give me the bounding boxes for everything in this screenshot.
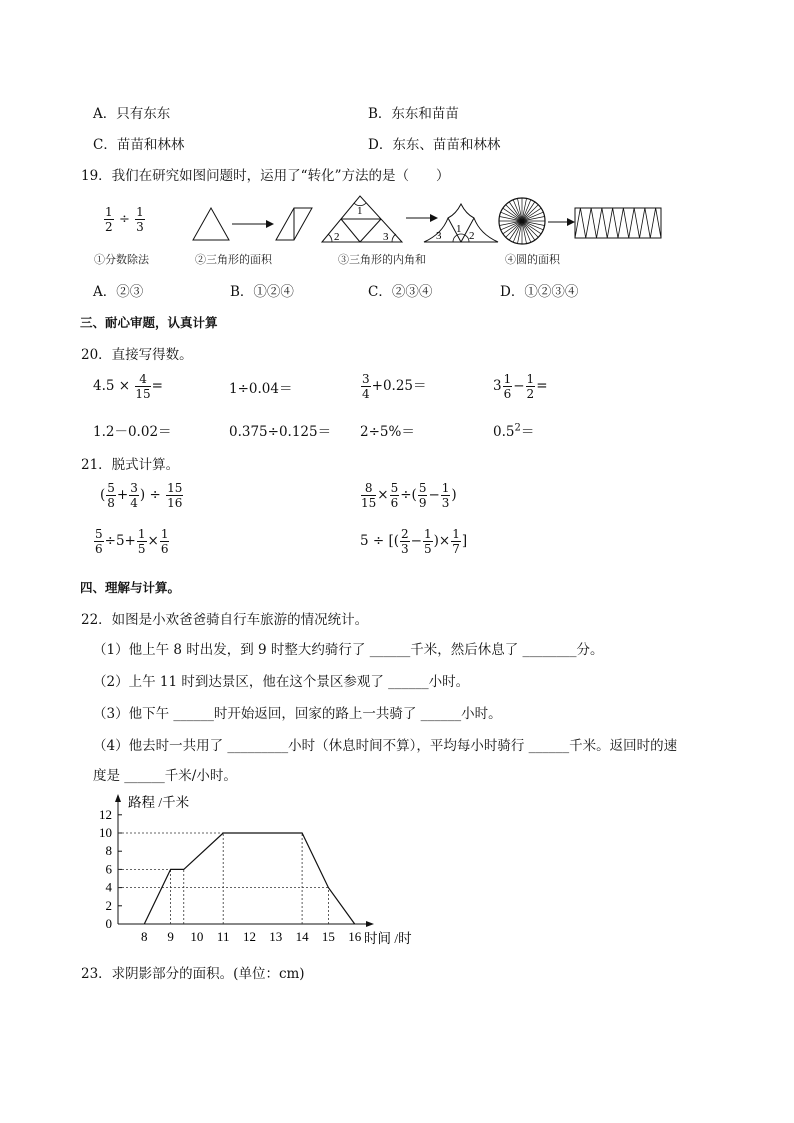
q22-stem: 22．如图是小欢爸爸骑自行车旅游的情况统计。 [81, 612, 369, 628]
q18-option-b: B．东东和苗苗 [368, 106, 459, 122]
q19-fig3-label: 3 [436, 230, 442, 242]
q21-expr-3: $\frac{5}{6}$ ÷5+ $\frac{1}{5}$ × $\frac{1}{6}$ [95, 527, 169, 556]
q19-fig3-label: 2 [334, 231, 340, 243]
q21-expr-2: $\frac{8}{15}$ × $\frac{5}{6}$ ÷( $\frac{5}{9}$ − $\frac{1}{3}$ ) [361, 481, 457, 510]
q18-option-c: C．苗苗和林林 [93, 137, 185, 153]
x-tick-label: 9 [167, 929, 174, 944]
x-axis-label: 时间 /时 [364, 931, 412, 946]
y-tick-label: 2 [105, 897, 112, 913]
q22-sub-1: （1）他上午 8 时出发，到 9 时整大约骑行了 ______千米，然后休息了 ________分。 [93, 642, 604, 658]
q20-r2c1: 1.2－0.02＝ [93, 424, 172, 440]
x-tick-label: 15 [321, 929, 335, 944]
q20-r2c2: 0.375÷0.125＝ [229, 424, 332, 440]
x-tick-label: 10 [190, 929, 204, 944]
q19-option-b: B．①②④ [230, 284, 294, 300]
q19-fig3-label: 1 [456, 223, 462, 235]
q20-stem: 20．直接写得数。 [81, 347, 193, 363]
q22-sub-2: （2）上午 11 时到达景区，他在这个景区参观了 ______小时。 [93, 674, 470, 690]
q20-r1c2: 1÷0.04＝ [229, 381, 293, 397]
y-axis-label: 路程 /千米 [128, 795, 190, 810]
q19-fig3-label: 1 [357, 205, 363, 217]
q23-stem: 23．求阴影部分的面积。(单位：cm) [81, 966, 305, 982]
y-tick-label: 10 [99, 825, 112, 840]
q18-option-d: D．东东、苗苗和林林 [368, 137, 501, 153]
q21-stem: 21．脱式计算。 [81, 457, 180, 473]
x-tick-label: 14 [295, 929, 309, 944]
q20-r1c3: $\frac{3}{4}$ +0.25＝ [362, 372, 427, 401]
q21-expr-1: ( $\frac{5}{8}$ + $\frac{3}{4}$ ) ÷ $\frac{15}{16}$ [100, 481, 183, 510]
q19-fig4-caption: ④圆的面积 [505, 253, 560, 266]
q19-fig3-label: 3 [383, 231, 389, 243]
x-tick-label: 12 [243, 929, 256, 944]
q22-sub-4-line-2: 度是 ______千米/小时。 [93, 768, 237, 784]
y-axis-arrow [115, 794, 121, 802]
chart-axes [115, 794, 374, 927]
q21-expr-4: 5 ÷ [( $\frac{2}{3}$ − $\frac{1}{5}$ )× $\frac{1}{7}$ ] [360, 527, 468, 556]
x-tick-label: 11 [216, 929, 230, 944]
q19-option-a: A．②③ [93, 284, 144, 300]
y-tick-label: 8 [105, 843, 112, 859]
q22-sub-4-line-1: （4）他去时一共用了 _________小时（休息时间不算），平均每小时骑行 ______千米。返回时的速 [93, 738, 678, 754]
q19-option-c: C．②③④ [368, 284, 433, 300]
q19-fig4-circle-area-diagram [497, 196, 665, 248]
x-tick-label: 16 [348, 929, 362, 944]
q20-r1c1: 4.5 × $\frac{4}{15}$ = [93, 372, 163, 401]
q20-r1c4: 3 $\frac{1}{6}$ − $\frac{1}{2}$ = [493, 372, 548, 401]
q19-stem: 19．我们在研究如图问题时，运用了“转化”方法的是（ ） [81, 168, 450, 184]
q19-fig3-caption: ③三角形的内角和 [338, 253, 426, 266]
q19-fig2-caption: ②三角形的面积 [195, 253, 272, 266]
q19-option-d: D．①②③④ [500, 284, 579, 300]
y-tick-label: 6 [105, 861, 112, 877]
section-3-title: 三、耐心审题，认真计算 [80, 315, 218, 330]
x-tick-label: 13 [269, 929, 283, 944]
q19-fig3-label: 2 [469, 230, 475, 242]
guide-lines [118, 833, 328, 924]
q19-fig2-triangle-area-diagram [190, 204, 315, 244]
q19-fig3-angle-sum-diagram [320, 192, 500, 246]
x-tick-label: 8 [141, 929, 148, 944]
q20-r2c3: 2÷5%＝ [360, 424, 415, 440]
y-tick-label: 12 [99, 806, 112, 822]
series-line [144, 833, 354, 924]
q18-option-a: A．只有东东 [93, 106, 171, 122]
y-tick-label: 0 [105, 916, 112, 931]
x-axis-arrow [366, 921, 374, 927]
q19-fig1-fraction-division: $\frac{1}{2}$ ÷ $\frac{1}{3}$ [105, 205, 144, 234]
q19-fig1-caption: ①分数除法 [94, 253, 149, 266]
q22-distance-time-chart [80, 788, 440, 950]
y-tick-label: 4 [105, 879, 112, 895]
section-4-title: 四、理解与计算。 [80, 580, 181, 595]
q22-sub-3: （3）他下午 ______时开始返回，回家的路上一共骑了 ______小时。 [93, 706, 502, 722]
q20-r2c4: $0.5^2=$ [493, 422, 535, 440]
